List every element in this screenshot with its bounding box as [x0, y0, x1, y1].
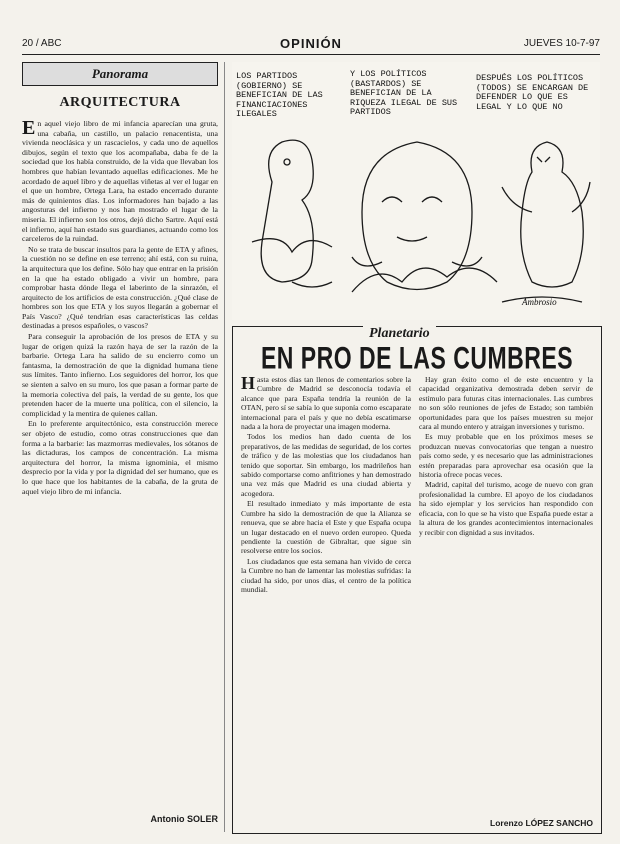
planetario-headline: EN PRO DE LAS CUMBRES	[260, 340, 574, 376]
paragraph: En aquel viejo libro de mi infancia aparecían una gruta, una cabaña, un castillo, un palacio renacentista, una vivienda neoclásica y un rascacielos, y cada uno de aquellos dibujos, según el texto que los acompañaba, daba fe de la sociedad que los había construido, de la vida que llevaban los hombres que habían levantado aquellas edificaciones. Me he acordado de aquel libro y de aquellas viñetas al ver el lugar en el que un hombre, Ortega Lara, ha estado encerrado durante más de quinientos días. Los informadores han bajado a las angosturas del infierno y nos han mostrado el lugar de la miseria. El infierno son los otros, dejó dicho Sartre. Aquí está el infierno, aquí han estado sus guardianes, actuando como los carceleros de la ruindad.	[22, 117, 218, 244]
issue-date: JUEVES 10-7-97	[523, 38, 600, 49]
cartoon-caption-1: LOS PARTIDOS (GOBIERNO) SE BENEFICIAN DE LAS FINANCIACIONES ILEGALES	[236, 71, 323, 119]
planetario-column-2	[419, 375, 593, 538]
column-divider	[224, 62, 225, 832]
paragraph: Madrid, capital del turismo, acoge de nuevo con gran profesionalidad la cumbre. El apoyo de los ciudadanos ha sido ejemplar y los servicios han respondido con eficacia, con lo que se ha visto que España puede estar a la altura de los grandes acontecimientos internacionales y recibir con dignidad a sus invitados.	[419, 480, 593, 537]
cartoon-caption-2: Y LOS POLÍTICOS (BASTARDOS) SE BENEFICIAN DE LA RIQUEZA ILEGAL DE SUS PARTIDOS	[350, 69, 458, 117]
section-title: OPINIÓN	[280, 36, 342, 51]
author-signature: Lorenzo LÓPEZ SANCHO	[490, 818, 593, 828]
cartoonist-signature: Ambrosio	[522, 297, 557, 307]
planetario-rubric: Planetario	[363, 326, 436, 342]
planetario-box	[232, 326, 602, 834]
article-kicker: ARQUITECTURA	[59, 95, 181, 110]
paragraph: En lo preferente arquitectónico, esta construcción merece ser objeto de estudio, como otras construcciones que dan forma a la barbarie: las mazmorras medievales, los sótanos de las dictaduras, los campos de concentración. La misma arquitectura del horror, la misma ignominia, el mismo desprecio por la vida y por la dignidad del ser humano, que es lo que hace que los habitantes de la cabaña, de la gruta de aquel viejo libro de mi infancia.	[22, 419, 218, 496]
page-number: 20 / ABC	[22, 38, 62, 49]
paragraph: Es muy probable que en los próximos meses se produzcan nuevas convocatorias que tengan a nuestro país como sede, y es necesario que las administraciones estén preparadas para aprovechar esa ocasión que la historia ofrece pocas veces.	[419, 432, 593, 480]
cartoon-caption-3: DESPUÉS LOS POLÍTICOS (TODOS) SE ENCARGAN DE DEFENDER LO QUE ES LEGAL Y LO QUE NO	[476, 73, 589, 112]
paragraph: Todos los medios han dado cuenta de los preparativos, de las medidas de seguridad, de los cortes de tráfico y de las molestias que los ciudadanos han tenido que soportar. Sin embargo, los madrileños han sabido comportarse como anfitriones y han demostrado una vez más que Madrid es una ciudad abierta y acogedora.	[241, 432, 411, 498]
paragraph: Para conseguir la aprobación de los presos de ETA y su lugar de origen quizá la razón haya de ser la razón de la barbarie. Ortega Lara ha salido de su encierro como un fantasma, la demostración de que la dignidad humana tiene sus límites. Tanto infierno. Los seguidores del horror, los que se sienten a salvo en su muro, los que pasan a formar parte de la memoria colectiva del país, la verdad de su gente, los que pretenden hacer de la muerte una política, con el silencio, la complicidad y la mentira de quienes callan.	[22, 332, 218, 418]
editorial-cartoon	[232, 62, 600, 320]
paragraph: Los ciudadanos que esta semana han vivido de cerca la Cumbre no han de lamentar las molestias sufridas: la ciudad ha sido, por unos días, el centro de la política mundial.	[241, 556, 411, 594]
planetario-column-1	[241, 375, 411, 595]
article-body	[22, 119, 218, 496]
cartoon-drawing	[232, 62, 600, 320]
paragraph: Hasta estos días tan llenos de comentarios sobre la Cumbre de Madrid se desconocía todavía el alcance que para España tendría la reunión de la OTAN, pero sí se sabía lo que suponía como escaparate internacional para el país y que no debía escatimarse nada a la hora de proyectar una imagen moderna.	[241, 373, 411, 432]
paragraph: Hay gran éxito como el de este encuentro y la capacidad organizativa demostrada deben servir de estímulo para futuras citas internacionales. Las cumbres no son sólo reuniones de jefes de Estado; son también oportunidades para que los países muestren su mejor cara al mundo entero y atraigan inversiones y turismo.	[419, 375, 593, 432]
panorama-column	[22, 62, 218, 832]
panorama-rubric: Panorama	[22, 62, 218, 86]
page-header	[22, 38, 600, 55]
paragraph: El resultado inmediato y más importante de esta Cumbre ha sido la demostración de que la Alianza se renueva, que se abre hacia el Este y que España ocupa un lugar destacado en el nuevo orden europeo. Queda pendiente la cuestión de Gibraltar, que sigue sin resolverse entre los socios.	[241, 499, 411, 556]
paragraph: No se trata de buscar insultos para la gente de ETA y afines, la cuestión no se define en ese terreno; ahí está, con su ruina, la arquitectura que los define. Sólo hay que entrar en la prisión en la que ha estado obligado a vivir un hombre, para comprobar hasta dónde llega el laberinto de la sinrazón, el arquitecto de los artificios de esta construcción. ¿Qué clase de hombres son los que ETA y los suyos llegarán a gobernar el País Vasco? ¿Qué tendrían esas características las celdas destinadas a presos españoles, o vascos?	[22, 244, 218, 331]
author-signature: Antonio SOLER	[150, 814, 218, 824]
